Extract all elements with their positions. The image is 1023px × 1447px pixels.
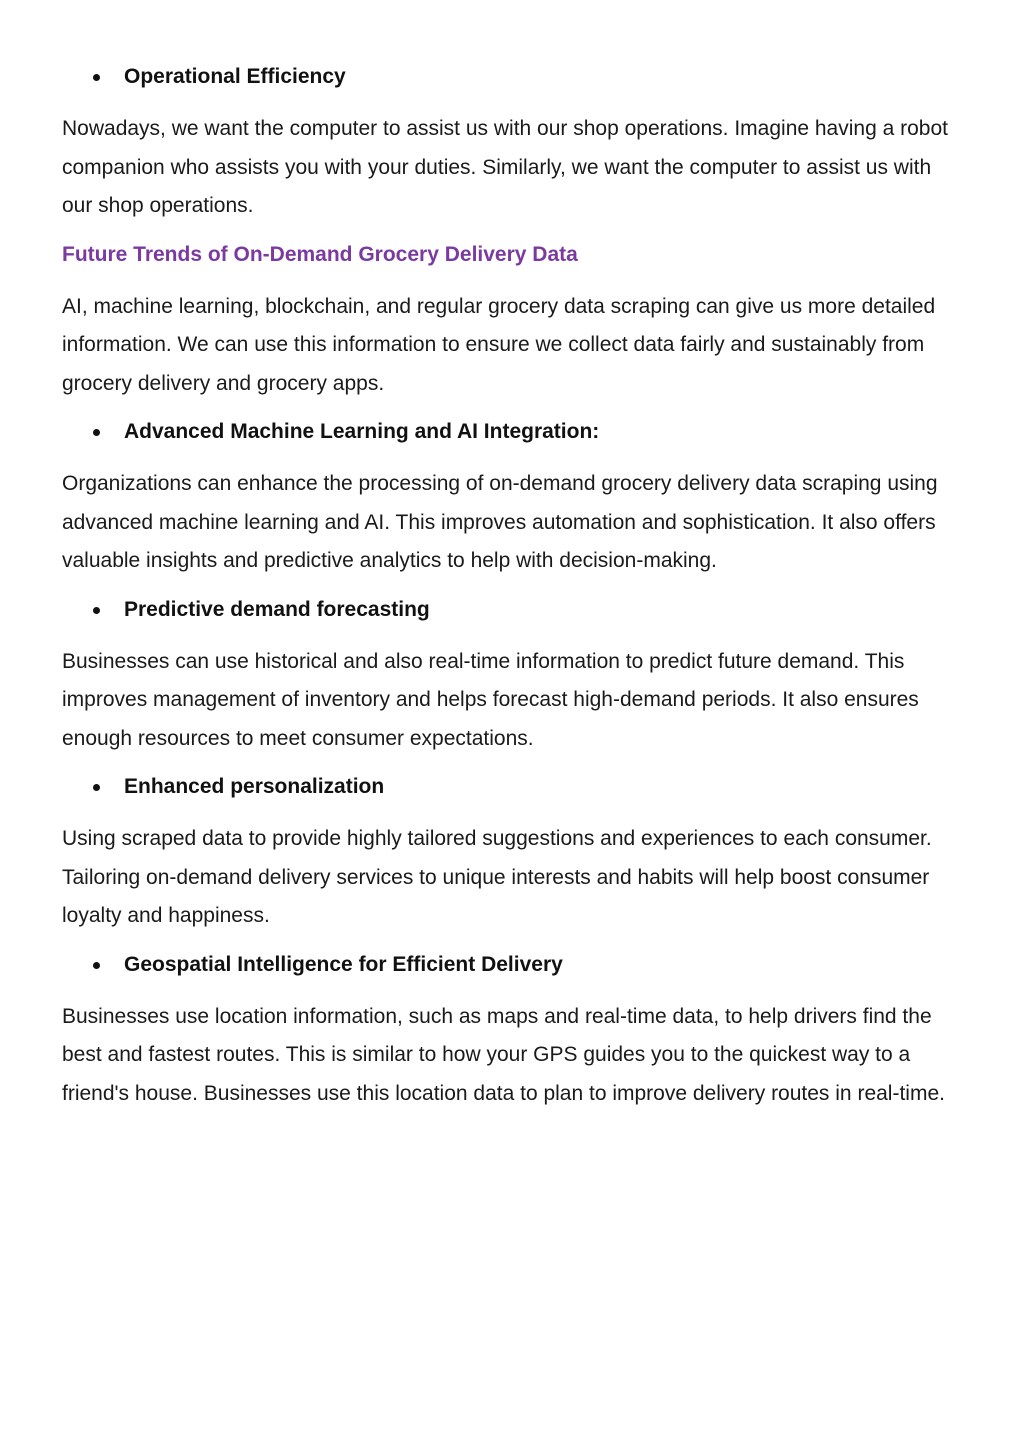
heading-text: Geospatial Intelligence for Efficient Delivery	[124, 952, 563, 976]
bullet-heading-operational-efficiency	[62, 62, 961, 92]
bullet-icon	[93, 607, 100, 614]
bullet-heading-demand-forecasting	[62, 595, 961, 625]
paragraph-demand-forecasting: Businesses can use historical and also real-time information to predict future demand. This improves management of inventory and helps forecast high-demand periods. It also ensures enough resources to meet consumer expectations.	[62, 649, 919, 750]
bullet-icon	[93, 74, 100, 81]
bullet-icon	[93, 962, 100, 969]
bullet-heading-ml-ai	[62, 417, 961, 447]
paragraph-personalization: Using scraped data to provide highly tailored suggestions and experiences to each consumer. Tailoring on-demand delivery services to unique interests and habits will help boost consumer loyalty and happiness.	[62, 827, 932, 927]
bullet-heading-personalization	[62, 772, 961, 802]
bullet-icon	[93, 429, 100, 436]
paragraph-future-trends: AI, machine learning, blockchain, and regular grocery data scraping can give us more detailed information. We can use this information to ensure we collect data fairly and sustainably from grocery delivery and grocery apps.	[62, 294, 936, 395]
heading-text: Predictive demand forecasting	[124, 597, 430, 621]
section-title-future-trends: Future Trends of On-Demand Grocery Delivery Data	[62, 242, 578, 266]
heading-text: Operational Efficiency	[124, 65, 346, 88]
bullet-heading-geospatial	[62, 950, 961, 980]
paragraph-ml-ai: Organizations can enhance the processing of on-demand grocery delivery data scraping using advanced machine learning and AI. This improves automation and sophistication. It also offers valuable insights and predictive analytics to help with decision-making.	[62, 472, 938, 572]
bullet-icon	[93, 784, 100, 791]
paragraph-geospatial: Businesses use location information, such as maps and real-time data, to help drivers find the best and fastest routes. This is similar to how your GPS guides you to the quickest way to a friend's house. Businesses use this location data to plan to improve delivery routes in real-time.	[62, 1004, 945, 1105]
heading-text: Advanced Machine Learning and AI Integration:	[124, 420, 600, 443]
paragraph-operational-efficiency: Nowadays, we want the computer to assist us with our shop operations. Imagine having a robot companion who assists you with your duties. Similarly, we want the computer to assist us with our shop operations.	[62, 117, 948, 217]
heading-text: Enhanced personalization	[124, 775, 385, 798]
